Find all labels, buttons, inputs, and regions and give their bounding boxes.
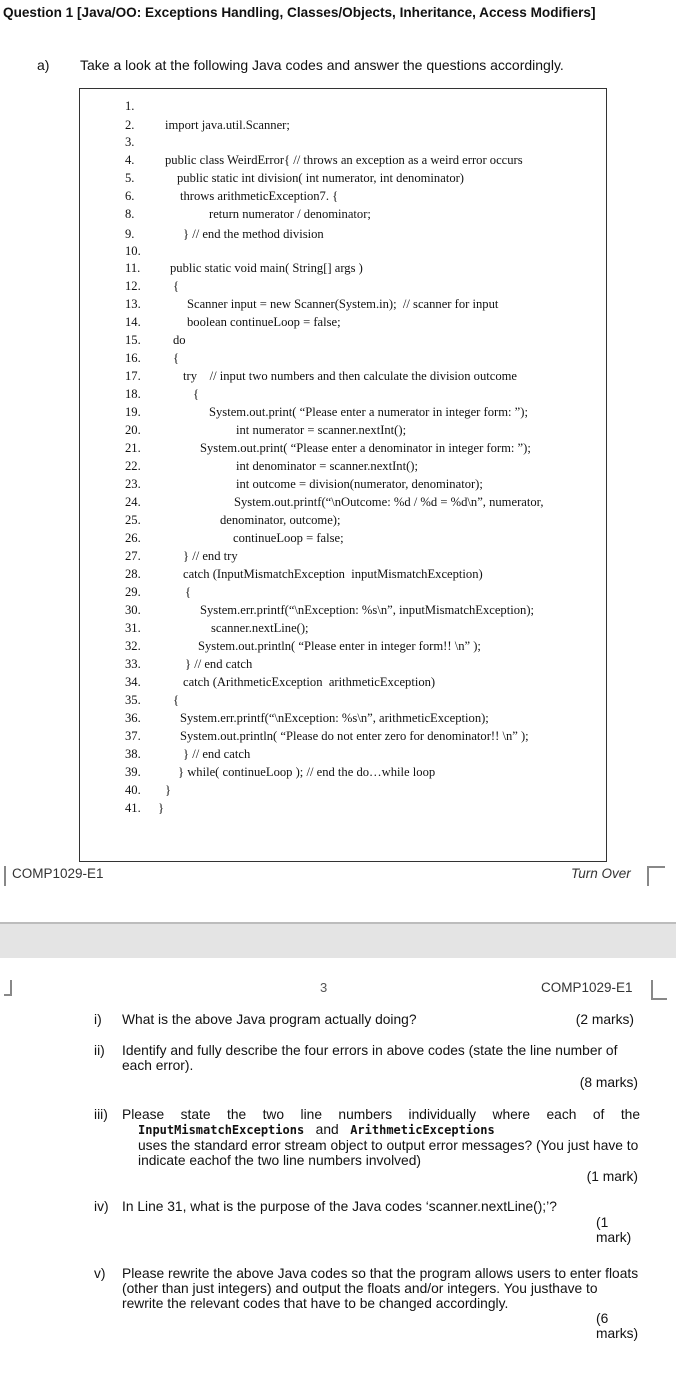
question-v <box>0 1266 676 1346</box>
code-line-number: 2. <box>125 118 135 132</box>
code-line <box>80 781 600 799</box>
code-line <box>80 187 600 205</box>
code-listing-box <box>79 88 607 862</box>
header-right-rule-v <box>651 980 653 1000</box>
code-line <box>80 493 600 511</box>
code-line-number: 10. <box>125 244 141 258</box>
code-line <box>80 277 600 295</box>
code-line-number: 40. <box>125 783 141 797</box>
code-line <box>80 403 600 421</box>
code-line-text: { <box>193 387 200 401</box>
question-text-wrap <box>122 1107 640 1168</box>
code-line-text: catch (InputMismatchException inputMismatchException) <box>183 567 483 581</box>
code-line-number: 4. <box>125 153 135 167</box>
code-line-text: } // end try <box>183 549 238 563</box>
footer-course-code: COMP1029-E1 <box>12 866 104 881</box>
code-line <box>80 745 600 763</box>
code-line <box>80 259 600 277</box>
code-line-number: 27. <box>125 549 141 563</box>
code-line-number: 19. <box>125 405 141 419</box>
question-number: i) <box>94 1012 102 1027</box>
code-line-text: continueLoop = false; <box>233 531 344 545</box>
page-number: 3 <box>320 980 328 995</box>
code-line <box>80 529 600 547</box>
code-line-text: } // end the method division <box>183 227 324 241</box>
question-text-wrap <box>122 1043 640 1073</box>
footer-left-rule <box>4 866 6 886</box>
code-line-number: 39. <box>125 765 141 779</box>
code-term-arithmetic: ArithmeticExceptions <box>350 1123 495 1137</box>
code-line <box>80 169 600 187</box>
code-line-number: 16. <box>125 351 141 365</box>
code-line <box>80 151 600 169</box>
code-line-text: denominator, outcome); <box>220 513 341 527</box>
question-marks-b: marks) <box>596 1326 639 1341</box>
code-line <box>80 475 600 493</box>
code-line <box>80 313 600 331</box>
header-left-rule-v <box>10 980 12 996</box>
question-number: v) <box>94 1266 106 1281</box>
code-line-number: 9. <box>125 227 135 241</box>
code-line-number: 25. <box>125 513 141 527</box>
question-text-rest: uses the standard error stream object to output error messages? (You just have to indicate eachof the two line numbers involved) <box>138 1138 639 1168</box>
question-marks: (1 mark) <box>586 1169 638 1184</box>
code-line-number: 33. <box>125 657 141 671</box>
code-line <box>80 637 600 655</box>
code-line-number: 21. <box>125 441 141 455</box>
code-line <box>80 331 600 349</box>
code-line-text: } while( continueLoop ); // end the do…while loop <box>178 765 436 779</box>
code-line-number: 41. <box>125 801 141 815</box>
code-line <box>80 421 600 439</box>
question-number: iv) <box>94 1199 109 1214</box>
question-marks-a: (1 <box>596 1215 609 1230</box>
code-line-text: catch (ArithmeticException arithmeticException) <box>183 675 436 689</box>
code-line-text: int outcome = division(numerator, denominator); <box>236 477 483 491</box>
code-line-number: 32. <box>125 639 141 653</box>
code-line-number: 29. <box>125 585 141 599</box>
question-text-line2 <box>122 1122 640 1138</box>
question-title: Question 1 [Java/OO: Exceptions Handling, Classes/Objects, Inheritance, Access Modifiers] <box>3 5 596 20</box>
code-line-text: } <box>165 783 172 797</box>
part-label: a) <box>37 57 50 73</box>
code-line-text: System.out.printf(“\nOutcome: %d / %d = %d\n”, numerator, <box>234 495 544 509</box>
code-line-number: 8. <box>125 207 135 221</box>
code-line <box>80 763 600 781</box>
code-line <box>80 655 600 673</box>
code-line <box>80 116 600 134</box>
footer-right-rule-h <box>647 866 665 868</box>
code-line <box>80 619 600 637</box>
code-line <box>80 225 600 243</box>
code-line <box>80 205 600 223</box>
question-ii <box>0 1043 676 1093</box>
code-line-number: 24. <box>125 495 141 509</box>
code-line <box>80 97 600 115</box>
code-line-text: boolean continueLoop = false; <box>187 315 341 329</box>
code-line-number: 35. <box>125 693 141 707</box>
code-line-number: 36. <box>125 711 141 725</box>
code-line-number: 13. <box>125 297 141 311</box>
code-line-text: { <box>173 351 180 365</box>
code-line-text: public static void main( String[] args ) <box>170 261 363 275</box>
question-i <box>0 1012 676 1032</box>
question-text: Please rewrite the above Java codes so that the program allows users to enter floats (other than just integers) and output the floats and/or integers. You justhave to rewrite the relevant codes that have to be changed accordingly. <box>122 1266 639 1311</box>
code-line-number: 28. <box>125 567 141 581</box>
code-line <box>80 511 600 529</box>
code-line <box>80 799 600 817</box>
code-line <box>80 601 600 619</box>
code-line-number: 1. <box>125 99 135 113</box>
code-line-number: 17. <box>125 369 141 383</box>
question-marks: (8 marks) <box>579 1075 638 1090</box>
footer-right-rule-v <box>647 866 649 886</box>
code-line-text: scanner.nextLine(); <box>211 621 309 635</box>
code-line <box>80 547 600 565</box>
question-marks-a: (6 <box>596 1311 609 1326</box>
question-text: What is the above Java program actually doing? <box>122 1012 417 1027</box>
code-line-number: 31. <box>125 621 141 635</box>
code-line <box>80 242 600 260</box>
code-line <box>80 439 600 457</box>
code-line <box>80 727 600 745</box>
code-line-text: public static int division( int numerator, int denominator) <box>177 171 464 185</box>
code-line-number: 34. <box>125 675 141 689</box>
page-gap <box>0 922 676 958</box>
code-line-text: { <box>173 279 180 293</box>
code-line <box>80 367 600 385</box>
code-line-text: System.out.println( “Please do not enter zero for denominator!! \n” ); <box>180 729 529 743</box>
header-right-rule-h <box>651 998 667 1000</box>
code-line <box>80 691 600 709</box>
code-line-number: 37. <box>125 729 141 743</box>
code-line-text: do <box>173 333 186 347</box>
code-line-text: throws arithmeticException7. { <box>180 189 339 203</box>
code-line-number: 22. <box>125 459 141 473</box>
code-line <box>80 349 600 367</box>
code-line <box>80 457 600 475</box>
question-text: In Line 31, what is the purpose of the Java codes ‘scanner.nextLine();’? <box>122 1199 557 1214</box>
footer-turn-over: Turn Over <box>571 866 631 881</box>
code-line-text: int denominator = scanner.nextInt(); <box>236 459 418 473</box>
code-line <box>80 709 600 727</box>
question-iv <box>0 1199 676 1249</box>
code-line-text: { <box>185 585 192 599</box>
code-line-text: } // end catch <box>183 747 251 761</box>
code-line-number: 11. <box>125 261 141 275</box>
header-course-code: COMP1029-E1 <box>541 980 633 995</box>
code-line-text: } // end catch <box>185 657 253 671</box>
code-line-number: 30. <box>125 603 141 617</box>
question-text: Identify and fully describe the four errors in above codes (state the line number of each error). <box>122 1043 618 1073</box>
code-line <box>80 565 600 583</box>
code-term-input-mismatch: InputMismatchExceptions <box>138 1123 305 1137</box>
question-number: iii) <box>94 1107 108 1122</box>
code-line-text: System.out.print( “Please enter a denominator in integer form: ”); <box>200 441 531 455</box>
question-iii <box>0 1107 676 1187</box>
code-line-number: 5. <box>125 171 135 185</box>
code-line-text: System.out.print( “Please enter a numerator in integer form: ”); <box>209 405 528 419</box>
question-number: ii) <box>94 1043 105 1058</box>
code-line-number: 23. <box>125 477 141 491</box>
code-line <box>80 583 600 601</box>
code-line-text: Scanner input = new Scanner(System.in); // scanner for input <box>187 297 499 311</box>
code-line-text: System.err.printf(“\nException: %s\n”, arithmeticException); <box>180 711 489 725</box>
code-line-number: 38. <box>125 747 141 761</box>
code-line-text: return numerator / denominator; <box>209 207 371 221</box>
code-line-number: 26. <box>125 531 141 545</box>
code-line-number: 18. <box>125 387 141 401</box>
code-line <box>80 673 600 691</box>
code-line <box>80 295 600 313</box>
code-line-number: 12. <box>125 279 141 293</box>
conjunction: and <box>315 1122 339 1137</box>
code-line-text: System.out.println( “Please enter in integer form!! \n” ); <box>198 639 481 653</box>
code-line-number: 14. <box>125 315 141 329</box>
code-line <box>80 133 600 151</box>
code-line-text: try // input two numbers and then calculate the division outcome <box>183 369 518 383</box>
code-line-number: 6. <box>125 189 135 203</box>
code-line-text: } <box>158 801 165 815</box>
code-line-text: int numerator = scanner.nextInt(); <box>236 423 407 437</box>
code-line-number: 20. <box>125 423 141 437</box>
question-text-line1: Please state the two line numbers individually where each of the <box>122 1107 640 1122</box>
code-line-number: 3. <box>125 135 135 149</box>
code-line-text: { <box>173 693 180 707</box>
code-line-number: 15. <box>125 333 141 347</box>
part-intro: Take a look at the following Java codes and answer the questions accordingly. <box>80 57 564 73</box>
code-line-text: System.err.printf(“\nException: %s\n”, inputMismatchException); <box>200 603 535 617</box>
question-marks-b: mark) <box>596 1230 632 1245</box>
question-marks: (2 marks) <box>575 1012 634 1027</box>
code-line-text: public class WeirdError{ // throws an exception as a weird error occurs <box>165 153 523 167</box>
code-line <box>80 385 600 403</box>
code-line-text: import java.util.Scanner; <box>165 118 290 132</box>
